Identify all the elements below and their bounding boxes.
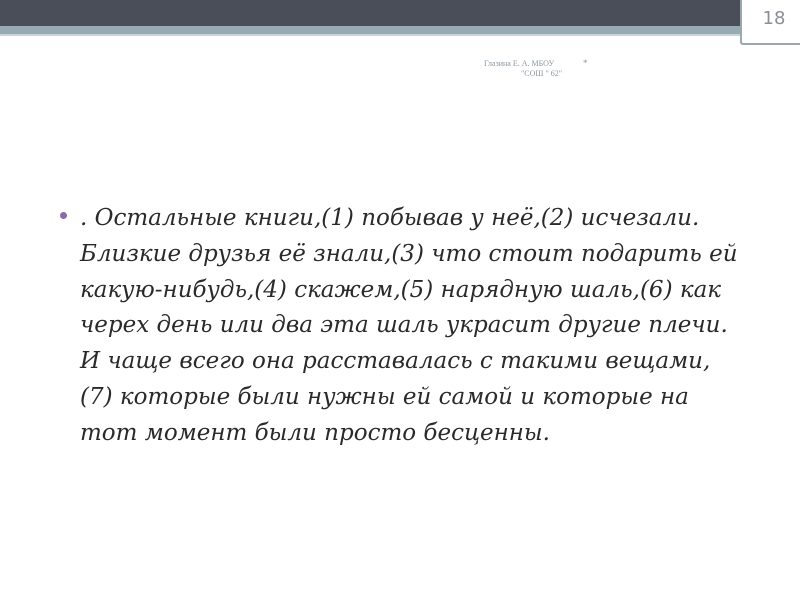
- bullet-icon: [60, 212, 67, 219]
- accent-band: [0, 26, 800, 34]
- footer-author: Глазина Е. А. МБОУ: [484, 59, 555, 68]
- accent-thin-band: [0, 34, 800, 36]
- footer-date-mark: *: [583, 58, 588, 68]
- slide-number: 18: [762, 8, 786, 29]
- footer-school: "СОШ " 62": [521, 69, 562, 78]
- slide-body: [60, 201, 740, 452]
- title-bar: [0, 0, 800, 26]
- body-paragraph: . Остальные книги,(1) побывав у неё,(2) исчезали. Близкие друзья её знали,(3) что стоит подарить ей какую-нибудь,(4) скажем,(5) нарядную шаль,(6) как черех день или два эта шаль украсит другие плечи. И чаще всего она расставалась с такими вещами,(7) которые были нужны ей самой и которые на тот момент были просто бесценны.: [80, 205, 738, 446]
